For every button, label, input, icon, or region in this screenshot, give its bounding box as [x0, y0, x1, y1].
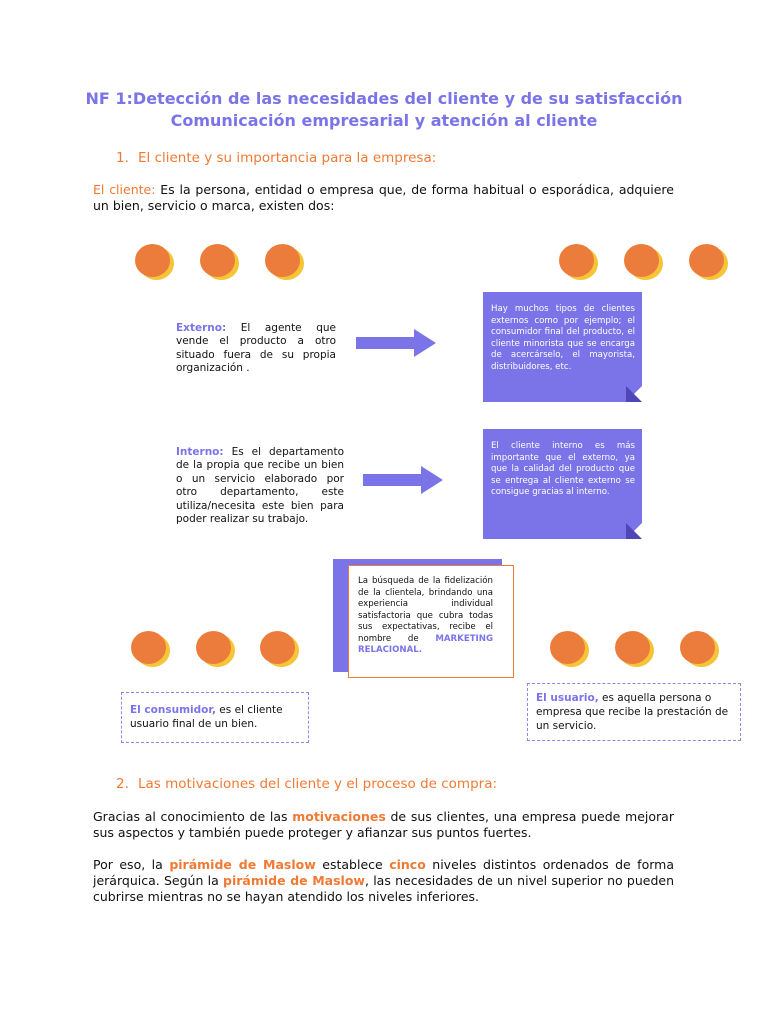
decorative-dot — [559, 244, 595, 278]
arrow-right-icon — [363, 465, 445, 495]
section-2-heading-text: Las motivaciones del cliente y el proceso de compra: — [138, 776, 498, 792]
interno-note — [483, 429, 642, 539]
consumidor-text: es el cliente usuario final de un bien. — [130, 704, 283, 730]
client-definition-term: El cliente: — [93, 182, 156, 197]
text-run: de sus clientes, una empresa puede mejorar sus aspectos y también puede proteger y afianzar sus puntos fuertes. — [93, 809, 674, 840]
usuario-text: es aquella persona o empresa que recibe la prestación de un servicio. — [536, 692, 729, 732]
usuario-box — [527, 683, 741, 741]
decorative-dot — [260, 631, 296, 665]
externo-note-text: Hay muchos tipos de clientes externos como por ejemplo; el consumidor final del producto, el cliente minorista que se encarga de acercárselo, el mayorista, distribuidores, etc. — [491, 304, 635, 372]
decorative-dot — [200, 244, 236, 278]
interno-text: Es el departamento de la propia que recibe un bien o un servicio elaborado por otro departamento, este utiliza/necesita este bien para poder realizar su trabajo. — [176, 446, 344, 526]
page-fold-icon — [626, 523, 642, 539]
decorative-dot — [265, 244, 301, 278]
interno-term: Interno: — [176, 446, 224, 458]
text-run: Gracias al conocimiento de las — [93, 809, 293, 824]
externo-text: El agente que vende el producto a otro situado fuera de su propia organización . — [176, 322, 336, 375]
cinco-highlight: cinco — [389, 857, 426, 872]
section-1-heading-text: El cliente y su importancia para la empresa: — [138, 150, 437, 166]
decorative-dot — [196, 631, 232, 665]
externo-term: Externo: — [176, 322, 227, 334]
maslow-highlight: pirámide de Maslow — [223, 873, 365, 888]
decorative-dot — [131, 631, 167, 665]
decorative-dot — [550, 631, 586, 665]
usuario-term: El usuario, — [536, 692, 599, 704]
client-definition — [93, 182, 674, 214]
arrow-right-icon — [356, 328, 438, 358]
externo-description — [176, 322, 336, 376]
decorative-dot — [135, 244, 171, 278]
section-2-heading — [116, 775, 497, 793]
section-1-number: 1. — [116, 150, 129, 166]
text-run: , las necesidades de un nivel superior no pueden cubrirse mientras no se hayan atendido los niveles inferiores. — [93, 873, 674, 904]
section-2-number: 2. — [116, 776, 129, 792]
motivaciones-highlight: motivaciones — [292, 809, 386, 824]
marketing-note — [348, 565, 514, 678]
client-definition-text: Es la persona, entidad o empresa que, de forma habitual o esporádica, adquiere un bien, servicio o marca, existen dos: — [93, 182, 674, 213]
decorative-dot — [615, 631, 651, 665]
text-run: niveles distintos ordenados de forma jerárquica. Según la — [93, 857, 674, 888]
maslow-highlight: pirámide de Maslow — [169, 857, 316, 872]
decorative-dot — [624, 244, 660, 278]
interno-note-text: El cliente interno es más importante que el externo, ya que la calidad del producto que se entrega al cliente externo se consigue gracias al interno. — [491, 441, 635, 497]
marketing-note-highlight: MARKETING RELACIONAL. — [358, 633, 493, 655]
maslow-paragraph — [93, 857, 674, 905]
section-1-heading — [116, 149, 436, 167]
marketing-note-text: La búsqueda de la fidelización de la clientela, brindando una experiencia individual satisfactoria que cubra todas sus expectativas, recibe el nombre de — [358, 576, 493, 644]
consumidor-term: El consumidor, — [130, 704, 216, 716]
text-run: establece — [315, 857, 390, 872]
page-subtitle: Comunicación empresarial y atención al cliente — [170, 111, 598, 130]
interno-description — [176, 446, 344, 526]
decorative-dot — [680, 631, 716, 665]
decorative-dot — [689, 244, 725, 278]
consumidor-box — [121, 692, 309, 743]
page-title: NF 1:Detección de las necesidades del cliente y de su satisfacción — [85, 89, 683, 108]
externo-note — [483, 292, 642, 402]
motivations-paragraph — [93, 809, 674, 841]
text-run: Por eso, la — [93, 857, 170, 872]
page-fold-icon — [626, 386, 642, 402]
